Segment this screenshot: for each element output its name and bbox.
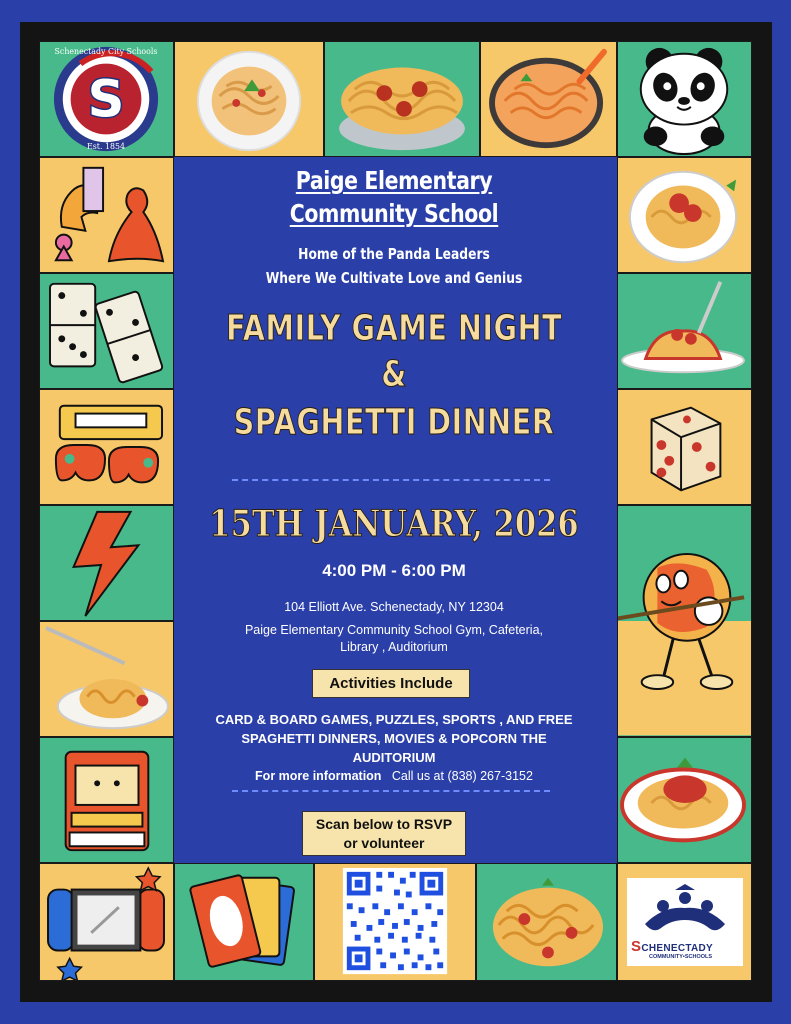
event-title-spaghetti-dinner: SPAGHETTI DINNER xyxy=(233,402,555,443)
community-schools-subtitle: COMMUNITY•SCHOOLS xyxy=(649,954,713,960)
chess-pieces-icon xyxy=(40,158,173,272)
event-venue-line1: Paige Elementary Community School Gym, Cafeteria, xyxy=(244,623,544,637)
event-venue-line2: Library , Auditorium xyxy=(340,640,448,654)
tile-spaghetti-5 xyxy=(617,273,752,389)
event-address: 104 Elliott Ave. Schenectady, NY 12304 xyxy=(284,600,504,614)
tagline-panda-leaders: Home of the Panda Leaders xyxy=(298,245,490,263)
event-title-ampersand: & xyxy=(381,354,407,395)
spaghetti-plate-icon xyxy=(618,738,751,862)
playing-cards-icon xyxy=(175,864,313,980)
community-schools-name xyxy=(631,938,739,955)
rsvp-line1: Scan below to RSVP xyxy=(315,816,453,832)
community-schools-name-text: CHENECTADY xyxy=(641,943,714,954)
scs-top-text: Schenectady City Schools xyxy=(54,46,158,56)
tile-qr xyxy=(314,863,476,981)
flyer-frame xyxy=(20,22,772,1002)
spaghetti-fork-icon xyxy=(40,622,173,736)
handheld-console-icon xyxy=(40,864,173,980)
event-time: 4:00 PM - 6:00 PM xyxy=(322,561,466,580)
contact-phone: Call us at (838) 267-3152 xyxy=(391,769,533,783)
rsvp-line2: or volunteer xyxy=(343,835,425,851)
spaghetti-plate-icon xyxy=(481,42,616,156)
contact-label: For more information xyxy=(255,769,382,783)
tagline-love-genius: Where We Cultivate Love and Genius xyxy=(265,269,523,287)
tile-spaghetti-7 xyxy=(476,863,617,981)
contact-info xyxy=(174,769,614,783)
spaghetti-plate-icon xyxy=(175,42,323,156)
spaghetti-bowl-icon xyxy=(325,42,479,156)
tile-spaghetti-3 xyxy=(480,41,617,157)
rsvp-box xyxy=(302,811,466,856)
tile-chess xyxy=(39,157,174,273)
logo-tile-schenectady-community-schools xyxy=(617,863,752,981)
tile-spaghetti-1 xyxy=(174,41,324,157)
billiard-ball-mascot-icon xyxy=(618,506,751,736)
game-console-icon xyxy=(40,390,173,504)
dominoes-icon xyxy=(40,274,173,388)
tile-spaghetti-2 xyxy=(324,41,480,157)
community-schools-logo xyxy=(627,878,743,966)
divider-top xyxy=(232,479,550,481)
tile-dominoes xyxy=(39,273,174,389)
divider-bottom xyxy=(232,790,550,792)
tile-spaghetti-4 xyxy=(617,157,752,273)
dice-icon xyxy=(618,390,751,504)
event-date: 15TH JANUARY, 2026 xyxy=(209,503,579,545)
logo-tile-schenectady-city-schools xyxy=(39,41,174,157)
center-panel xyxy=(174,157,617,863)
scs-seal-icon xyxy=(40,42,173,156)
event-title-game-night: FAMILY GAME NIGHT xyxy=(225,308,563,349)
spaghetti-pile-icon xyxy=(477,864,616,980)
qr-code-icon[interactable] xyxy=(315,864,475,980)
tile-handheld xyxy=(39,863,174,981)
school-name-line2: Community School xyxy=(289,199,499,228)
tile-lightning xyxy=(39,505,174,621)
community-schools-initial: S xyxy=(631,938,642,955)
tile-console xyxy=(39,389,174,505)
tile-dice xyxy=(617,389,752,505)
tile-arcade xyxy=(39,737,174,863)
spaghetti-fork-icon xyxy=(618,274,751,388)
scs-letter: S xyxy=(87,70,125,130)
scs-est-text: Est. 1854 xyxy=(87,142,125,152)
tile-billiard-mascot xyxy=(617,505,752,737)
school-name-line1: Paige Elementary xyxy=(295,166,493,195)
tile-spaghetti-6 xyxy=(617,737,752,863)
activities-line2: SPAGHETTI DINNERS, MOVIES & POPCORN THE xyxy=(241,731,547,746)
tile-cards xyxy=(174,863,314,981)
lightning-icon xyxy=(40,506,173,620)
arcade-machine-icon xyxy=(40,738,173,862)
activities-heading: Activities Include xyxy=(312,669,470,698)
activities-line1: CARD & BOARD GAMES, PUZZLES, SPORTS , AND FREE xyxy=(215,712,573,727)
spaghetti-plate-icon xyxy=(618,158,751,272)
panda-icon xyxy=(618,42,751,156)
tile-spaghetti-fork xyxy=(39,621,174,737)
tile-panda xyxy=(617,41,752,157)
activities-line3: AUDITORIUM xyxy=(352,750,436,765)
